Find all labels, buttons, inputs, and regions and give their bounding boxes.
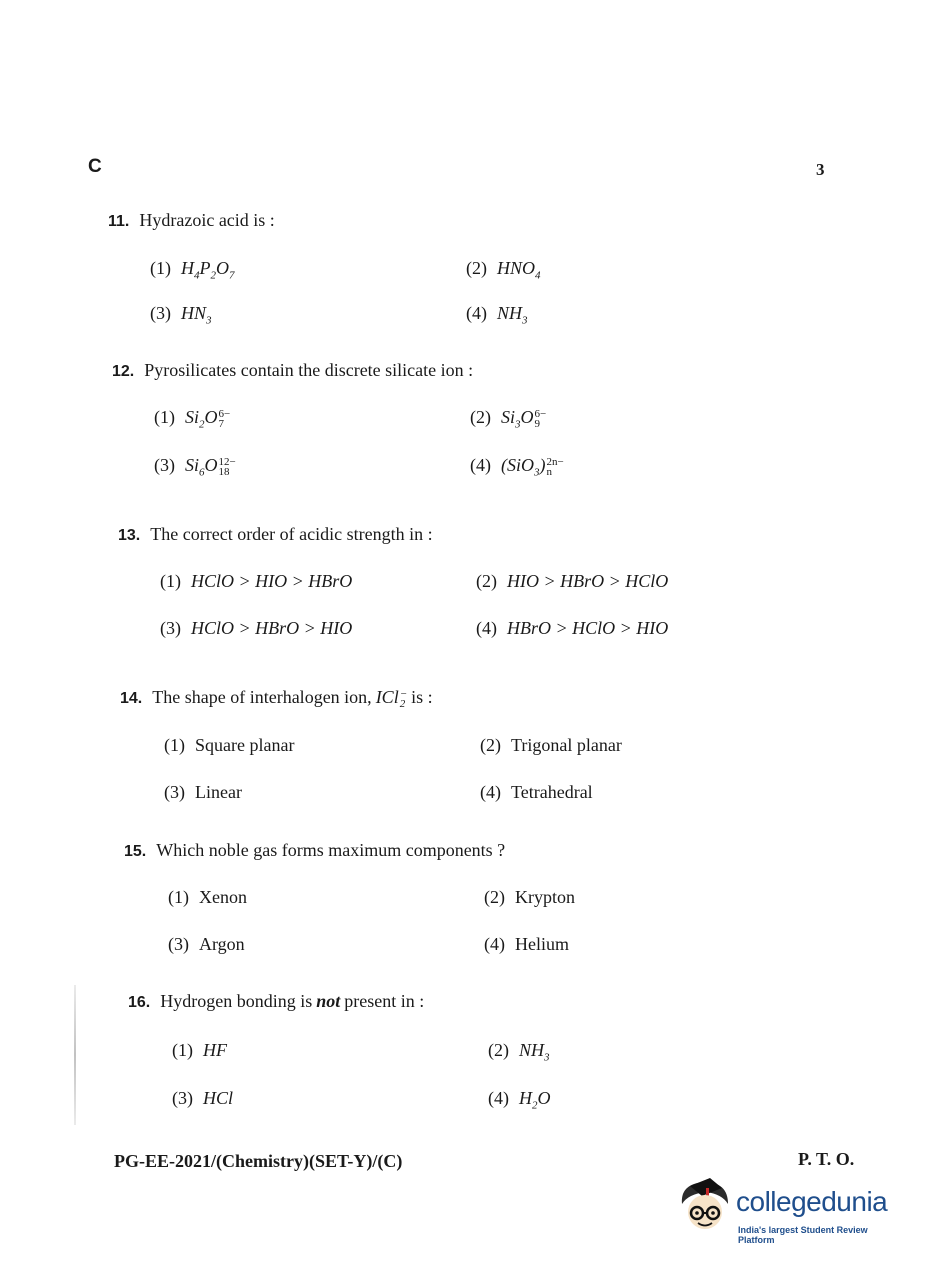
mascot-icon [676, 1176, 734, 1236]
option-12-2: (2) $Si_3O$ 6− 9 [470, 407, 547, 431]
option-15-1: (1) Xenon [168, 887, 247, 907]
option-11-2: (2) $HNO_4$ [466, 258, 541, 282]
question-13 [118, 524, 433, 545]
pto-label: P. T. O. [798, 1149, 855, 1169]
option-13-1: (1) HClO > HIO > HBrO [160, 571, 353, 591]
option-14-2: (2) Trigonal planar [480, 735, 622, 755]
emphasis-not: not [316, 991, 341, 1011]
question-14: 14. The shape of interhalogen ion, ICl − 2 is : [120, 687, 433, 711]
question-text: Hydrazoic acid is : [139, 210, 275, 230]
option-11-4: (4) $NH_3$ [466, 303, 528, 327]
option-14-3: (3) Linear [164, 782, 242, 802]
question-number: 15. [124, 843, 147, 860]
collegedunia-logo [676, 1176, 906, 1246]
question-12 [112, 360, 473, 381]
question-text: The correct order of acidic strength in : [150, 524, 433, 544]
option-12-3: (3) $Si_6O$ 12− 18 [154, 455, 236, 479]
option-11-3: (3) $HN_3$ [150, 303, 212, 327]
paper-code: PG-EE-2021/(Chemistry)(SET-Y)/(C) [114, 1151, 403, 1171]
question-text: The shape of interhalogen ion, [152, 687, 372, 707]
option-11-1: (1) $H_4P_2O_7$ [150, 258, 235, 282]
option-16-1: (1) HF [172, 1040, 227, 1060]
question-text: Which noble gas forms maximum components ? [156, 840, 506, 860]
option-14-1: (1) Square planar [164, 735, 295, 755]
option-14-4: (4) Tetrahedral [480, 782, 593, 802]
set-letter: C [88, 156, 102, 177]
question-text: Hydrogen bonding is [160, 991, 313, 1011]
option-16-4: (4) $H_2O$ [488, 1088, 551, 1112]
option-15-4: (4) Helium [484, 934, 569, 954]
question-16: 16. Hydrogen bonding is not present in : [128, 991, 425, 1011]
option-13-4: (4) HBrO > HClO > HIO [476, 618, 669, 638]
question-number: 14. [120, 690, 143, 707]
formula: ICl [375, 687, 399, 707]
page-number: 3 [816, 160, 825, 179]
question-text: Pyrosilicates contain the discrete silicate ion : [144, 360, 474, 380]
formula: $H_4P_2O_7$ [181, 258, 235, 282]
option-12-1: (1) $Si_2O$ 6− 7 [154, 407, 231, 431]
formula: $HN_3$ [181, 303, 212, 327]
option-13-2: (2) HIO > HBrO > HClO [476, 571, 669, 591]
formula: $HNO_4$ [497, 258, 541, 282]
question-number: 11. [108, 213, 130, 230]
question-number: 16. [128, 994, 151, 1011]
brand-wordmark: collegedunia [736, 1186, 888, 1217]
formula: $NH_3$ [497, 303, 528, 327]
option-13-3: (3) HClO > HBrO > HIO [160, 618, 353, 638]
brand-tagline: India's largest Student Review Platform [738, 1225, 868, 1245]
option-12-4: (4) (SiO$_3$) 2n− n [470, 455, 564, 479]
scan-margin-mark [74, 985, 76, 1125]
question-number: 13. [118, 527, 141, 544]
option-16-2: (2) $NH_3$ [488, 1040, 550, 1064]
question-11 [108, 210, 275, 231]
formula: $H_2O$ [519, 1088, 551, 1112]
question-number: 12. [112, 363, 135, 380]
formula: $NH_3$ [519, 1040, 550, 1064]
option-15-3: (3) Argon [168, 934, 245, 954]
question-15 [124, 840, 505, 861]
option-16-3: (3) HCl [172, 1088, 234, 1108]
option-15-2: (2) Krypton [484, 887, 575, 907]
